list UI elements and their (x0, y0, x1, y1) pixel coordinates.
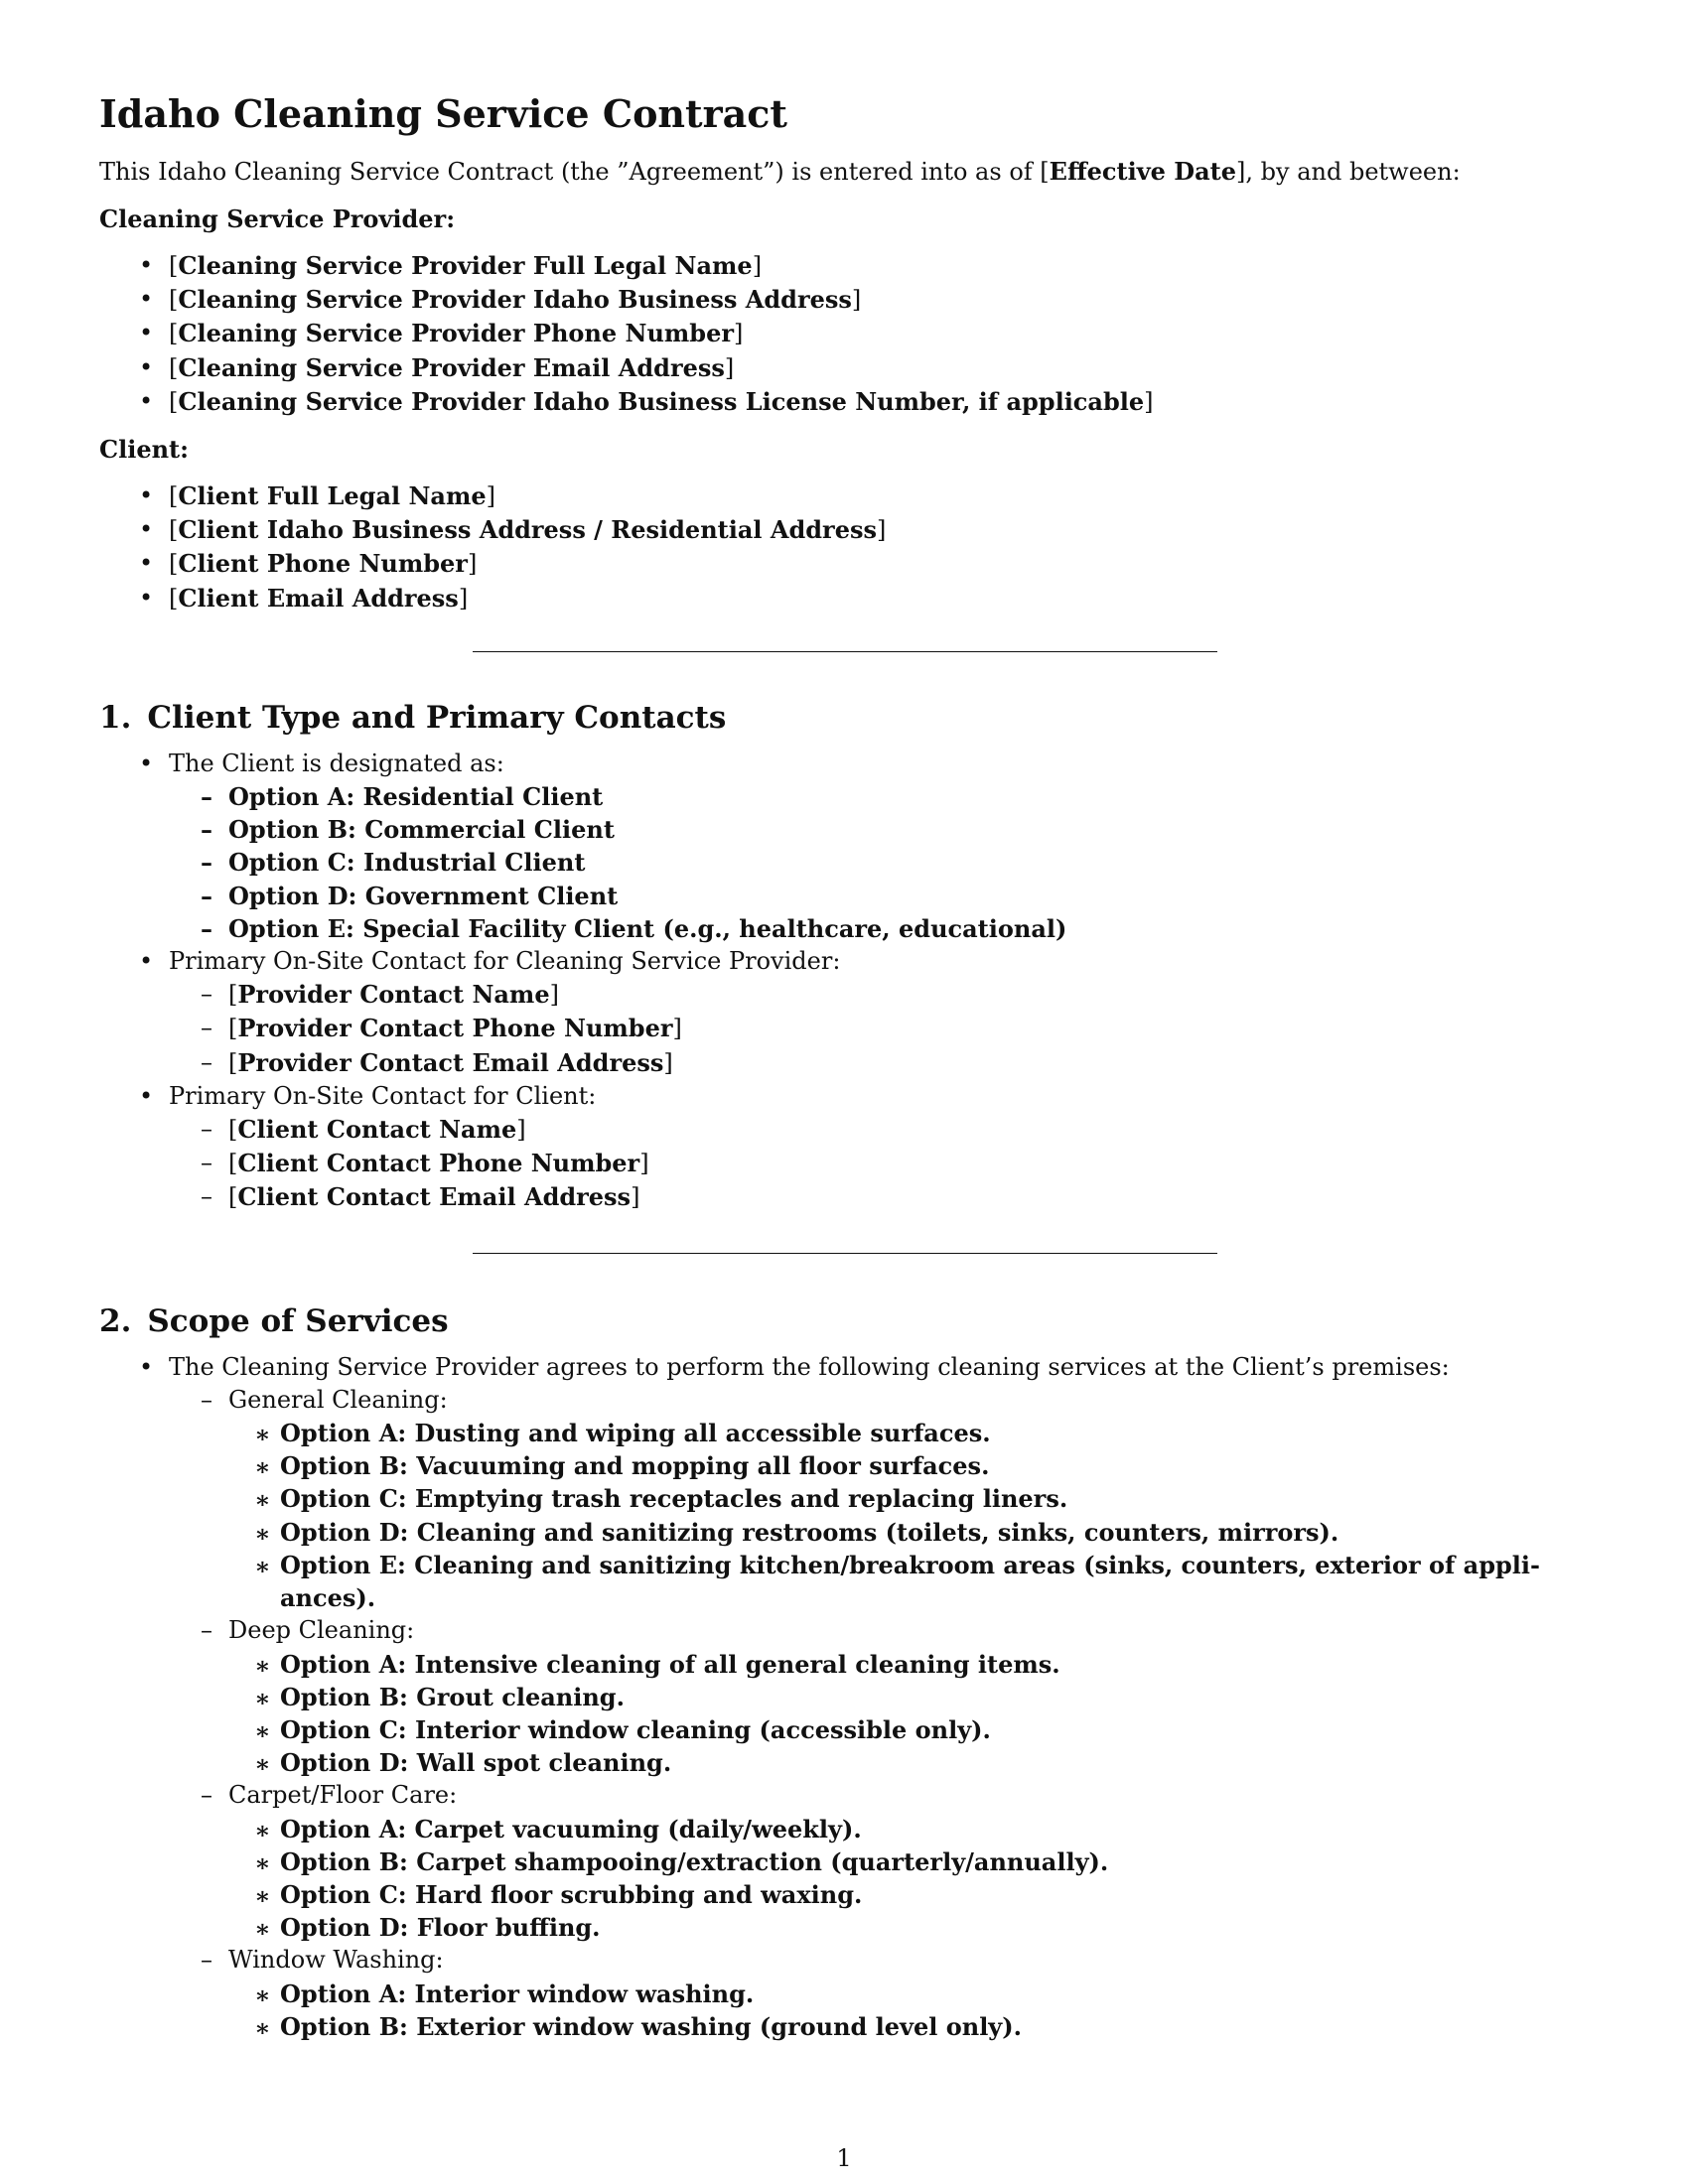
option-line: ances). (280, 1583, 376, 1613)
placeholder-text: Cleaning Service Provider Full Legal Name (178, 251, 753, 280)
list-item-text: Primary On-Site Contact for Cleaning Service Provider: (169, 947, 841, 976)
service-options (228, 1648, 1589, 1780)
list-item: – [Client Contact Name] (169, 1113, 1589, 1147)
client-type-option: – Option E: Special Facility Client (e.g., healthcare, educational) (169, 912, 1589, 945)
service-group-label: General Cleaning: (228, 1385, 448, 1414)
intro-text-before: This Idaho Cleaning Service Contract (the ”Agreement”) is entered into as of (99, 158, 1041, 186)
effective-date-placeholder: Effective Date (1049, 157, 1237, 186)
service-group (169, 1779, 1589, 1944)
page-content (99, 91, 1589, 2043)
list-item: • [Client Email Address] (99, 582, 1589, 615)
service-option: ∗ Option C: Interior window cleaning (accessible only). (228, 1713, 1589, 1746)
page-number: 1 (836, 2144, 852, 2172)
section-1-heading (99, 698, 1589, 738)
list-item: – [Provider Contact Name] (169, 978, 1589, 1012)
client-type-option: – Option D: Government Client (169, 880, 1589, 912)
list-item: • [Cleaning Service Provider Phone Number] (99, 317, 1589, 350)
list-item-text: The Client is designated as: (169, 749, 504, 777)
list-item: • [Client Phone Number] (99, 547, 1589, 581)
placeholder-text: Client Email Address (178, 583, 459, 613)
section-title: Client Type and Primary Contacts (147, 699, 727, 736)
placeholder-text: Client Idaho Business Address / Residential Address (178, 515, 877, 545)
service-option: ∗ Option A: Dusting and wiping all accessible surfaces. (228, 1417, 1589, 1449)
service-option: ∗ Option B: Vacuuming and mopping all floor surfaces. (228, 1449, 1589, 1482)
client-contact-fields (169, 1113, 1589, 1215)
client-label: Client: (99, 435, 189, 465)
service-option: ∗ Option A: Intensive cleaning of all general cleaning items. (228, 1648, 1589, 1681)
service-option: ∗ Option B: Exterior window washing (ground level only). (228, 2010, 1589, 2043)
list-item: – [Provider Contact Email Address] (169, 1046, 1589, 1080)
placeholder-text: Client Contact Email Address (237, 1182, 632, 1212)
list-item-text: The Cleaning Service Provider agrees to perform the following cleaning services at the Client’s premises: (169, 1352, 1450, 1381)
client-fields-list (99, 479, 1589, 615)
section-2-heading (99, 1301, 1589, 1341)
horizontal-rule (473, 1253, 1217, 1254)
section-number: 2. (99, 1302, 132, 1339)
service-option: ∗ Option D: Wall spot cleaning. (228, 1746, 1589, 1779)
provider-fields-list (99, 249, 1589, 419)
client-type-option: – Option B: Commercial Client (169, 813, 1589, 846)
list-item: – [Client Contact Phone Number] (169, 1147, 1589, 1180)
service-group (169, 1384, 1589, 1614)
service-option: ∗ Option A: Carpet vacuuming (daily/weekly). (228, 1813, 1589, 1845)
intro-text-after: , by and between: (1245, 158, 1461, 186)
list-item: • [Cleaning Service Provider Idaho Business License Number, if applicable] (99, 385, 1589, 419)
service-options (228, 1978, 1589, 2043)
list-item: • [Client Idaho Business Address / Residential Address] (99, 513, 1589, 547)
service-option (228, 1549, 1589, 1614)
list-item: • [Cleaning Service Provider Full Legal Name] (99, 249, 1589, 283)
placeholder-text: Client Contact Name (237, 1115, 517, 1145)
provider-contact-fields (169, 978, 1589, 1080)
client-type-option: – Option A: Residential Client (169, 780, 1589, 813)
placeholder-text: Cleaning Service Provider Idaho Business Address (178, 285, 852, 315)
service-option: ∗ Option D: Cleaning and sanitizing restrooms (toilets, sinks, counters, mirrors). (228, 1516, 1589, 1549)
service-option: ∗ Option C: Emptying trash receptacles and replacing liners. (228, 1482, 1589, 1515)
client-type-options (169, 780, 1589, 945)
list-item: • [Client Full Legal Name] (99, 479, 1589, 513)
placeholder-text: Cleaning Service Provider Phone Number (178, 319, 734, 348)
placeholder-text: Provider Contact Email Address (237, 1047, 664, 1077)
list-item-text: Primary On-Site Contact for Client: (169, 1081, 597, 1110)
placeholder-text: Provider Contact Phone Number (237, 1014, 673, 1043)
document-title: Idaho Cleaning Service Contract (99, 91, 787, 136)
service-group (169, 1944, 1589, 2043)
horizontal-rule (473, 651, 1217, 652)
placeholder-text: Provider Contact Name (237, 980, 550, 1010)
service-group (169, 1614, 1589, 1779)
service-group-label: Window Washing: (228, 1946, 444, 1975)
service-groups (169, 1384, 1589, 2043)
client-type-option: – Option C: Industrial Client (169, 846, 1589, 879)
section-2-list (99, 1351, 1589, 2043)
service-option: ∗ Option B: Grout cleaning. (228, 1681, 1589, 1713)
service-option: ∗ Option D: Floor buffing. (228, 1911, 1589, 1944)
intro-paragraph: This Idaho Cleaning Service Contract (the ”Agreement”) is entered into as of [Effective Date], by and between: (99, 157, 1461, 186)
list-item: • [Cleaning Service Provider Email Address] (99, 351, 1589, 385)
service-options (228, 1417, 1589, 1614)
option-line: ∗ Option E: Cleaning and sanitizing kitchen/breakroom areas (sinks, counters, exterior of appli- (280, 1550, 1540, 1579)
list-item (99, 1351, 1589, 2043)
placeholder-text: Client Contact Phone Number (237, 1149, 640, 1178)
service-option: ∗ Option A: Interior window washing. (228, 1978, 1589, 2010)
placeholder-text: Client Phone Number (178, 549, 468, 579)
service-option: ∗ Option C: Hard floor scrubbing and waxing. (228, 1878, 1589, 1911)
provider-label: Cleaning Service Provider: (99, 205, 456, 233)
service-option: ∗ Option B: Carpet shampooing/extraction (quarterly/annually). (228, 1845, 1589, 1878)
list-item: – [Client Contact Email Address] (169, 1180, 1589, 1214)
service-options (228, 1813, 1589, 1945)
list-item (99, 945, 1589, 1080)
section-title: Scope of Services (147, 1302, 449, 1339)
list-item (99, 1080, 1589, 1215)
placeholder-text: Cleaning Service Provider Email Address (178, 352, 725, 382)
service-group-label: Deep Cleaning: (228, 1616, 415, 1645)
service-group-label: Carpet/Floor Care: (228, 1781, 458, 1810)
list-item: – [Provider Contact Phone Number] (169, 1012, 1589, 1045)
placeholder-text: Cleaning Service Provider Idaho Business License Number, if applicable (178, 386, 1145, 416)
list-item (99, 748, 1589, 945)
placeholder-text: Client Full Legal Name (178, 481, 487, 511)
section-number: 1. (99, 699, 132, 736)
section-1-list (99, 748, 1589, 1215)
list-item: • [Cleaning Service Provider Idaho Business Address] (99, 283, 1589, 317)
